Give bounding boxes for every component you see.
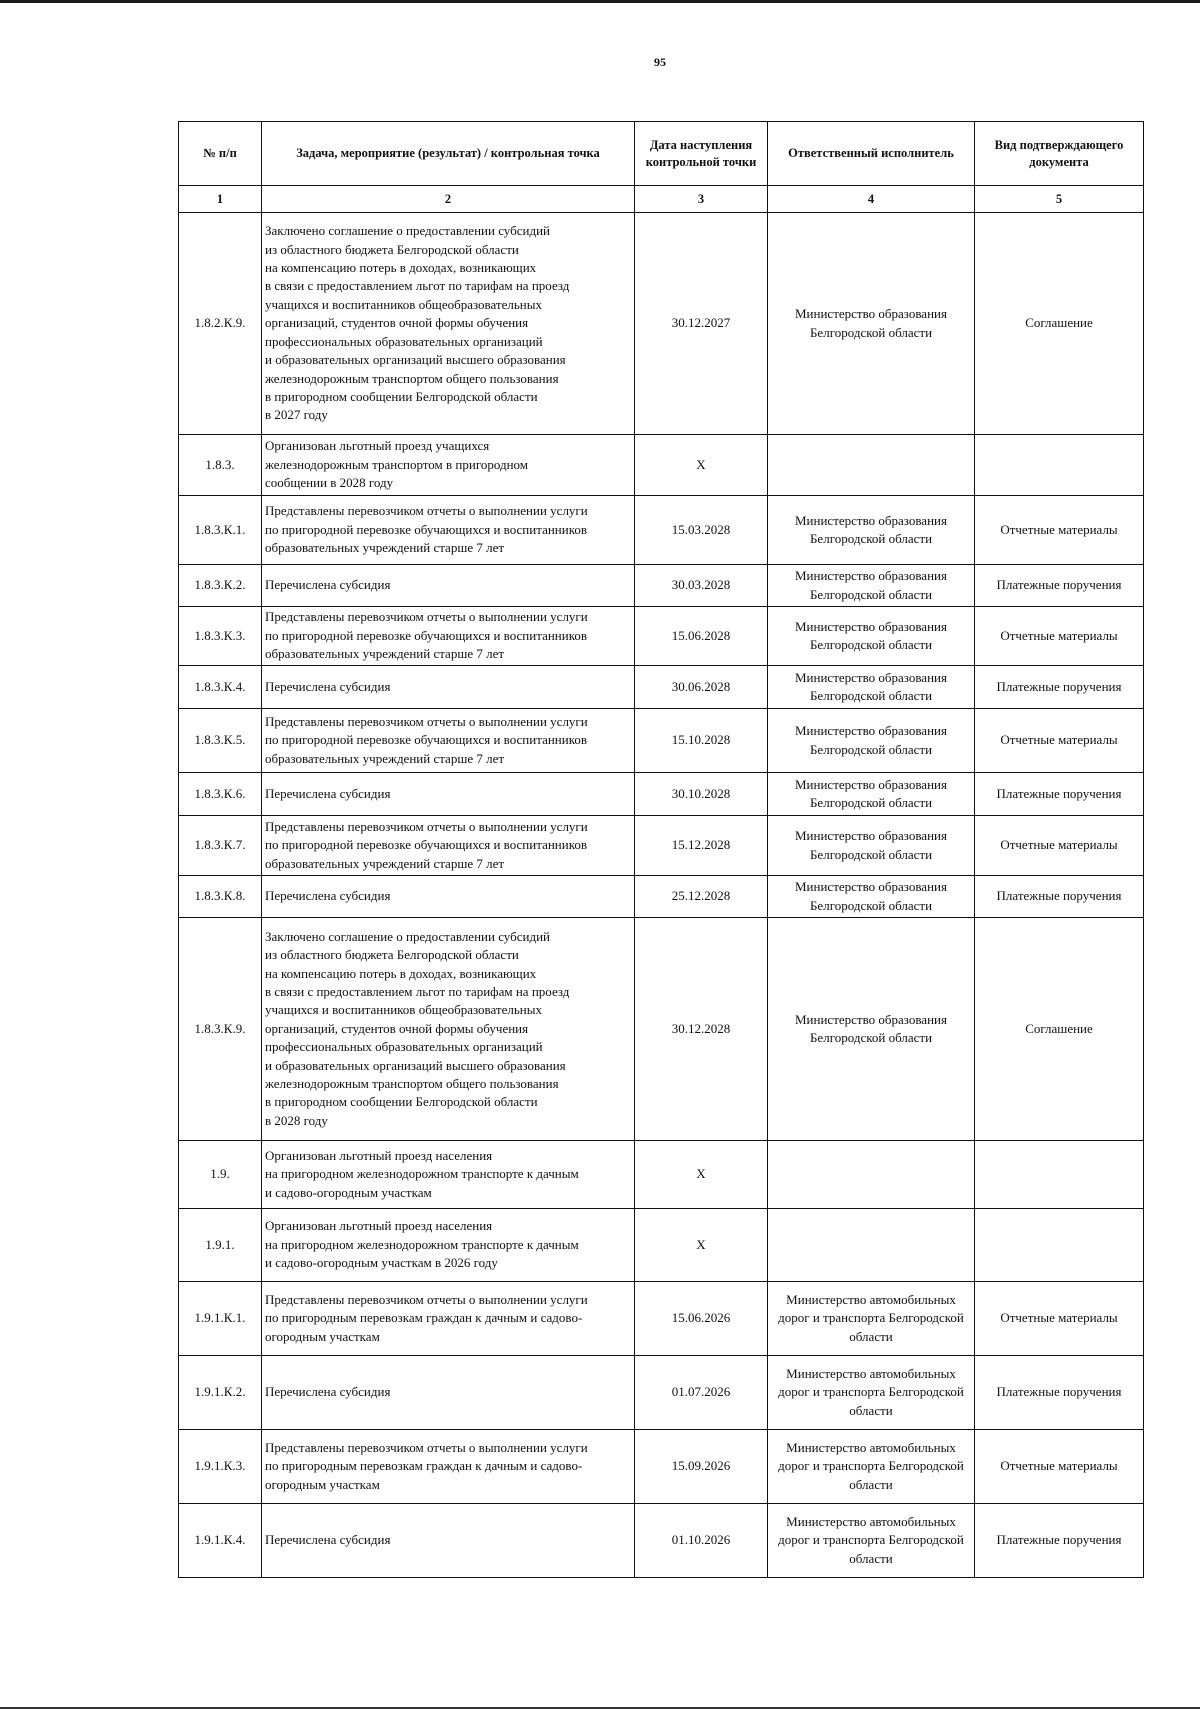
confirming-document: Платежные поручения bbox=[975, 666, 1144, 709]
header-executor: Ответственный исполнитель bbox=[768, 122, 975, 186]
confirming-document bbox=[975, 435, 1144, 496]
task-line: на компенсацию потерь в доходах, возникающих bbox=[265, 260, 537, 276]
task-text bbox=[262, 607, 635, 666]
task-line: профессиональных образовательных организаций bbox=[265, 333, 543, 349]
task-text bbox=[262, 1356, 635, 1430]
task-text bbox=[262, 213, 635, 435]
task-line: в связи с предоставлением льгот по тарифам на проезд bbox=[265, 983, 570, 999]
table-row bbox=[179, 773, 1144, 816]
control-date: 25.12.2028 bbox=[635, 876, 768, 918]
scan-edge-bottom bbox=[0, 1707, 1200, 1709]
task-text bbox=[262, 565, 635, 607]
task-line: Перечислена субсидия bbox=[265, 785, 391, 801]
task-text bbox=[262, 496, 635, 565]
task-line: Перечислена субсидия bbox=[265, 1532, 391, 1548]
responsible-executor: Министерство образования Белгородской области bbox=[768, 816, 975, 876]
task-text bbox=[262, 1430, 635, 1504]
task-line: Перечислена субсидия bbox=[265, 577, 391, 593]
column-number: 5 bbox=[975, 186, 1144, 213]
responsible-executor: Министерство образования Белгородской области bbox=[768, 666, 975, 709]
row-number: 1.9.1. bbox=[179, 1209, 262, 1282]
task-line: организаций, студентов очной формы обучения bbox=[265, 315, 529, 331]
task-line: на пригородном железнодорожном транспорте к дачным bbox=[265, 1166, 579, 1182]
control-date: 15.06.2026 bbox=[635, 1282, 768, 1356]
page-number: 95 bbox=[654, 55, 666, 69]
confirming-document: Платежные поручения bbox=[975, 876, 1144, 918]
confirming-document bbox=[975, 1209, 1144, 1282]
column-number: 1 bbox=[179, 186, 262, 213]
responsible-executor: Министерство образования Белгородской области bbox=[768, 607, 975, 666]
task-line: в 2027 году bbox=[265, 407, 328, 423]
task-line: Организован льготный проезд населения bbox=[265, 1147, 493, 1163]
task-line: профессиональных образовательных организаций bbox=[265, 1039, 543, 1055]
header-number: № п/п bbox=[179, 122, 262, 186]
task-line: Перечислена субсидия bbox=[265, 1384, 391, 1400]
confirming-document: Платежные поручения bbox=[975, 773, 1144, 816]
confirming-document: Отчетные материалы bbox=[975, 496, 1144, 565]
table-row bbox=[179, 876, 1144, 918]
task-line: Представлены перевозчиком отчеты о выполнении услуги bbox=[265, 818, 588, 834]
task-line: образовательных учреждений старше 7 лет bbox=[265, 646, 505, 662]
table-row bbox=[179, 816, 1144, 876]
control-date: 15.09.2026 bbox=[635, 1430, 768, 1504]
task-line: и садово-огородным участкам в 2026 году bbox=[265, 1255, 498, 1271]
row-number: 1.8.3. bbox=[179, 435, 262, 496]
task-line: в 2028 году bbox=[265, 1112, 328, 1128]
responsible-executor: Министерство автомобильных дорог и транспорта Белгородской области bbox=[768, 1282, 975, 1356]
confirming-document: Соглашение bbox=[975, 213, 1144, 435]
task-line: образовательных учреждений старше 7 лет bbox=[265, 540, 505, 556]
task-line: Представлены перевозчиком отчеты о выполнении услуги bbox=[265, 713, 588, 729]
row-number: 1.8.3.К.6. bbox=[179, 773, 262, 816]
header-document: Вид подтверждающего документа bbox=[975, 122, 1144, 186]
table-row bbox=[179, 1504, 1144, 1578]
task-line: и образовательных организаций высшего образования bbox=[265, 1057, 566, 1073]
responsible-executor: Министерство образования Белгородской области bbox=[768, 565, 975, 607]
task-line: на компенсацию потерь в доходах, возникающих bbox=[265, 965, 537, 981]
task-line: и образовательных организаций высшего образования bbox=[265, 352, 566, 368]
table-row bbox=[179, 918, 1144, 1141]
task-line: железнодорожным транспортом общего пользования bbox=[265, 370, 559, 386]
control-date: 15.10.2028 bbox=[635, 709, 768, 773]
confirming-document: Платежные поручения bbox=[975, 1356, 1144, 1430]
row-number: 1.9.1.К.4. bbox=[179, 1504, 262, 1578]
task-line: по пригородной перевозке обучающихся и воспитанников bbox=[265, 837, 587, 853]
control-date: 01.07.2026 bbox=[635, 1356, 768, 1430]
row-number: 1.8.3.К.5. bbox=[179, 709, 262, 773]
confirming-document: Отчетные материалы bbox=[975, 1430, 1144, 1504]
table-row bbox=[179, 1141, 1144, 1209]
task-line: учащихся и воспитанников общеобразовательных bbox=[265, 1002, 542, 1018]
control-date: 30.12.2027 bbox=[635, 213, 768, 435]
task-line: Организован льготный проезд населения bbox=[265, 1218, 493, 1234]
column-number: 4 bbox=[768, 186, 975, 213]
task-line: по пригородной перевозке обучающихся и воспитанников bbox=[265, 627, 587, 643]
responsible-executor: Министерство образования Белгородской области bbox=[768, 213, 975, 435]
task-text bbox=[262, 918, 635, 1141]
task-line: образовательных учреждений старше 7 лет bbox=[265, 750, 505, 766]
task-line: по пригородной перевозке обучающихся и воспитанников bbox=[265, 732, 587, 748]
column-number: 2 bbox=[262, 186, 635, 213]
task-line: по пригородной перевозке обучающихся и воспитанников bbox=[265, 521, 587, 537]
task-line: из областного бюджета Белгородской области bbox=[265, 241, 519, 257]
row-number: 1.8.3.К.8. bbox=[179, 876, 262, 918]
table-body bbox=[179, 213, 1144, 1578]
task-text bbox=[262, 435, 635, 496]
confirming-document: Отчетные материалы bbox=[975, 709, 1144, 773]
control-date: 15.06.2028 bbox=[635, 607, 768, 666]
task-text bbox=[262, 1282, 635, 1356]
responsible-executor: Министерство образования Белгородской области bbox=[768, 773, 975, 816]
confirming-document: Платежные поручения bbox=[975, 1504, 1144, 1578]
confirming-document: Платежные поручения bbox=[975, 565, 1144, 607]
row-number: 1.8.3.К.7. bbox=[179, 816, 262, 876]
row-number: 1.8.3.К.3. bbox=[179, 607, 262, 666]
responsible-executor bbox=[768, 1141, 975, 1209]
responsible-executor: Министерство образования Белгородской области bbox=[768, 709, 975, 773]
task-line: Перечислена субсидия bbox=[265, 888, 391, 904]
task-text bbox=[262, 1141, 635, 1209]
confirming-document bbox=[975, 1141, 1144, 1209]
task-line: учащихся и воспитанников общеобразовательных bbox=[265, 296, 542, 312]
table-row bbox=[179, 1356, 1144, 1430]
row-number: 1.8.3.К.1. bbox=[179, 496, 262, 565]
table-row bbox=[179, 607, 1144, 666]
table-row bbox=[179, 666, 1144, 709]
task-line: Представлены перевозчиком отчеты о выполнении услуги bbox=[265, 609, 588, 625]
table-row bbox=[179, 565, 1144, 607]
header-task: Задача, мероприятие (результат) / контрольная точка bbox=[262, 122, 635, 186]
row-number: 1.8.2.К.9. bbox=[179, 213, 262, 435]
task-line: огородным участкам bbox=[265, 1476, 380, 1492]
task-text bbox=[262, 709, 635, 773]
responsible-executor: Министерство автомобильных дорог и транспорта Белгородской области bbox=[768, 1504, 975, 1578]
task-text bbox=[262, 773, 635, 816]
control-date: X bbox=[635, 435, 768, 496]
confirming-document: Отчетные материалы bbox=[975, 607, 1144, 666]
scan-edge-top bbox=[0, 0, 1200, 3]
control-date: X bbox=[635, 1209, 768, 1282]
table-row bbox=[179, 709, 1144, 773]
table-row bbox=[179, 1209, 1144, 1282]
row-number: 1.8.3.К.9. bbox=[179, 918, 262, 1141]
task-text bbox=[262, 1504, 635, 1578]
task-text bbox=[262, 666, 635, 709]
task-line: Организован льготный проезд учащихся bbox=[265, 438, 490, 454]
responsible-executor: Министерство образования Белгородской области bbox=[768, 918, 975, 1141]
task-line: в пригородном сообщении Белгородской области bbox=[265, 388, 538, 404]
header-date: Дата наступления контрольной точки bbox=[635, 122, 768, 186]
task-line: сообщении в 2028 году bbox=[265, 475, 394, 491]
row-number: 1.9.1.К.3. bbox=[179, 1430, 262, 1504]
column-number-row bbox=[179, 186, 1144, 213]
confirming-document: Соглашение bbox=[975, 918, 1144, 1141]
responsible-executor: Министерство автомобильных дорог и транспорта Белгородской области bbox=[768, 1356, 975, 1430]
task-text bbox=[262, 876, 635, 918]
task-line: Заключено соглашение о предоставлении субсидий bbox=[265, 928, 550, 944]
row-number: 1.8.3.К.2. bbox=[179, 565, 262, 607]
task-line: в пригородном сообщении Белгородской области bbox=[265, 1094, 538, 1110]
control-date: 01.10.2026 bbox=[635, 1504, 768, 1578]
task-line: по пригородным перевозкам граждан к дачным и садово- bbox=[265, 1458, 583, 1474]
responsible-executor: Министерство образования Белгородской области bbox=[768, 876, 975, 918]
row-number: 1.9. bbox=[179, 1141, 262, 1209]
confirming-document: Отчетные материалы bbox=[975, 1282, 1144, 1356]
row-number: 1.9.1.К.2. bbox=[179, 1356, 262, 1430]
task-line: Перечислена субсидия bbox=[265, 678, 391, 694]
task-line: железнодорожным транспортом общего пользования bbox=[265, 1076, 559, 1092]
column-number: 3 bbox=[635, 186, 768, 213]
task-line: организаций, студентов очной формы обучения bbox=[265, 1020, 529, 1036]
task-line: в связи с предоставлением льгот по тарифам на проезд bbox=[265, 278, 570, 294]
control-date: 15.03.2028 bbox=[635, 496, 768, 565]
task-line: по пригородным перевозкам граждан к дачным и садово- bbox=[265, 1310, 583, 1326]
task-line: и садово-огородным участкам bbox=[265, 1184, 432, 1200]
control-date: 15.12.2028 bbox=[635, 816, 768, 876]
control-date: 30.06.2028 bbox=[635, 666, 768, 709]
responsible-executor: Министерство автомобильных дорог и транспорта Белгородской области bbox=[768, 1430, 975, 1504]
table-row bbox=[179, 1430, 1144, 1504]
table-row bbox=[179, 435, 1144, 496]
control-date: X bbox=[635, 1141, 768, 1209]
task-text bbox=[262, 816, 635, 876]
control-date: 30.12.2028 bbox=[635, 918, 768, 1141]
responsible-executor: Министерство образования Белгородской области bbox=[768, 496, 975, 565]
task-line: железнодорожным транспортом в пригородном bbox=[265, 456, 529, 472]
task-text bbox=[262, 1209, 635, 1282]
table-header-row bbox=[179, 122, 1144, 186]
table-row bbox=[179, 496, 1144, 565]
task-line: Представлены перевозчиком отчеты о выполнении услуги bbox=[265, 1291, 588, 1307]
task-line: Представлены перевозчиком отчеты о выполнении услуги bbox=[265, 1439, 588, 1455]
table-row bbox=[179, 213, 1144, 435]
row-number: 1.9.1.К.1. bbox=[179, 1282, 262, 1356]
task-line: образовательных учреждений старше 7 лет bbox=[265, 855, 505, 871]
responsible-executor bbox=[768, 1209, 975, 1282]
responsible-executor bbox=[768, 435, 975, 496]
task-line: Заключено соглашение о предоставлении субсидий bbox=[265, 223, 550, 239]
control-date: 30.03.2028 bbox=[635, 565, 768, 607]
task-line: Представлены перевозчиком отчеты о выполнении услуги bbox=[265, 503, 588, 519]
task-line: на пригородном железнодорожном транспорте к дачным bbox=[265, 1236, 579, 1252]
row-number: 1.8.3.К.4. bbox=[179, 666, 262, 709]
control-date: 30.10.2028 bbox=[635, 773, 768, 816]
task-line: огородным участкам bbox=[265, 1328, 380, 1344]
confirming-document: Отчетные материалы bbox=[975, 816, 1144, 876]
control-points-table bbox=[178, 121, 1144, 1578]
task-line: из областного бюджета Белгородской области bbox=[265, 947, 519, 963]
table-row bbox=[179, 1282, 1144, 1356]
